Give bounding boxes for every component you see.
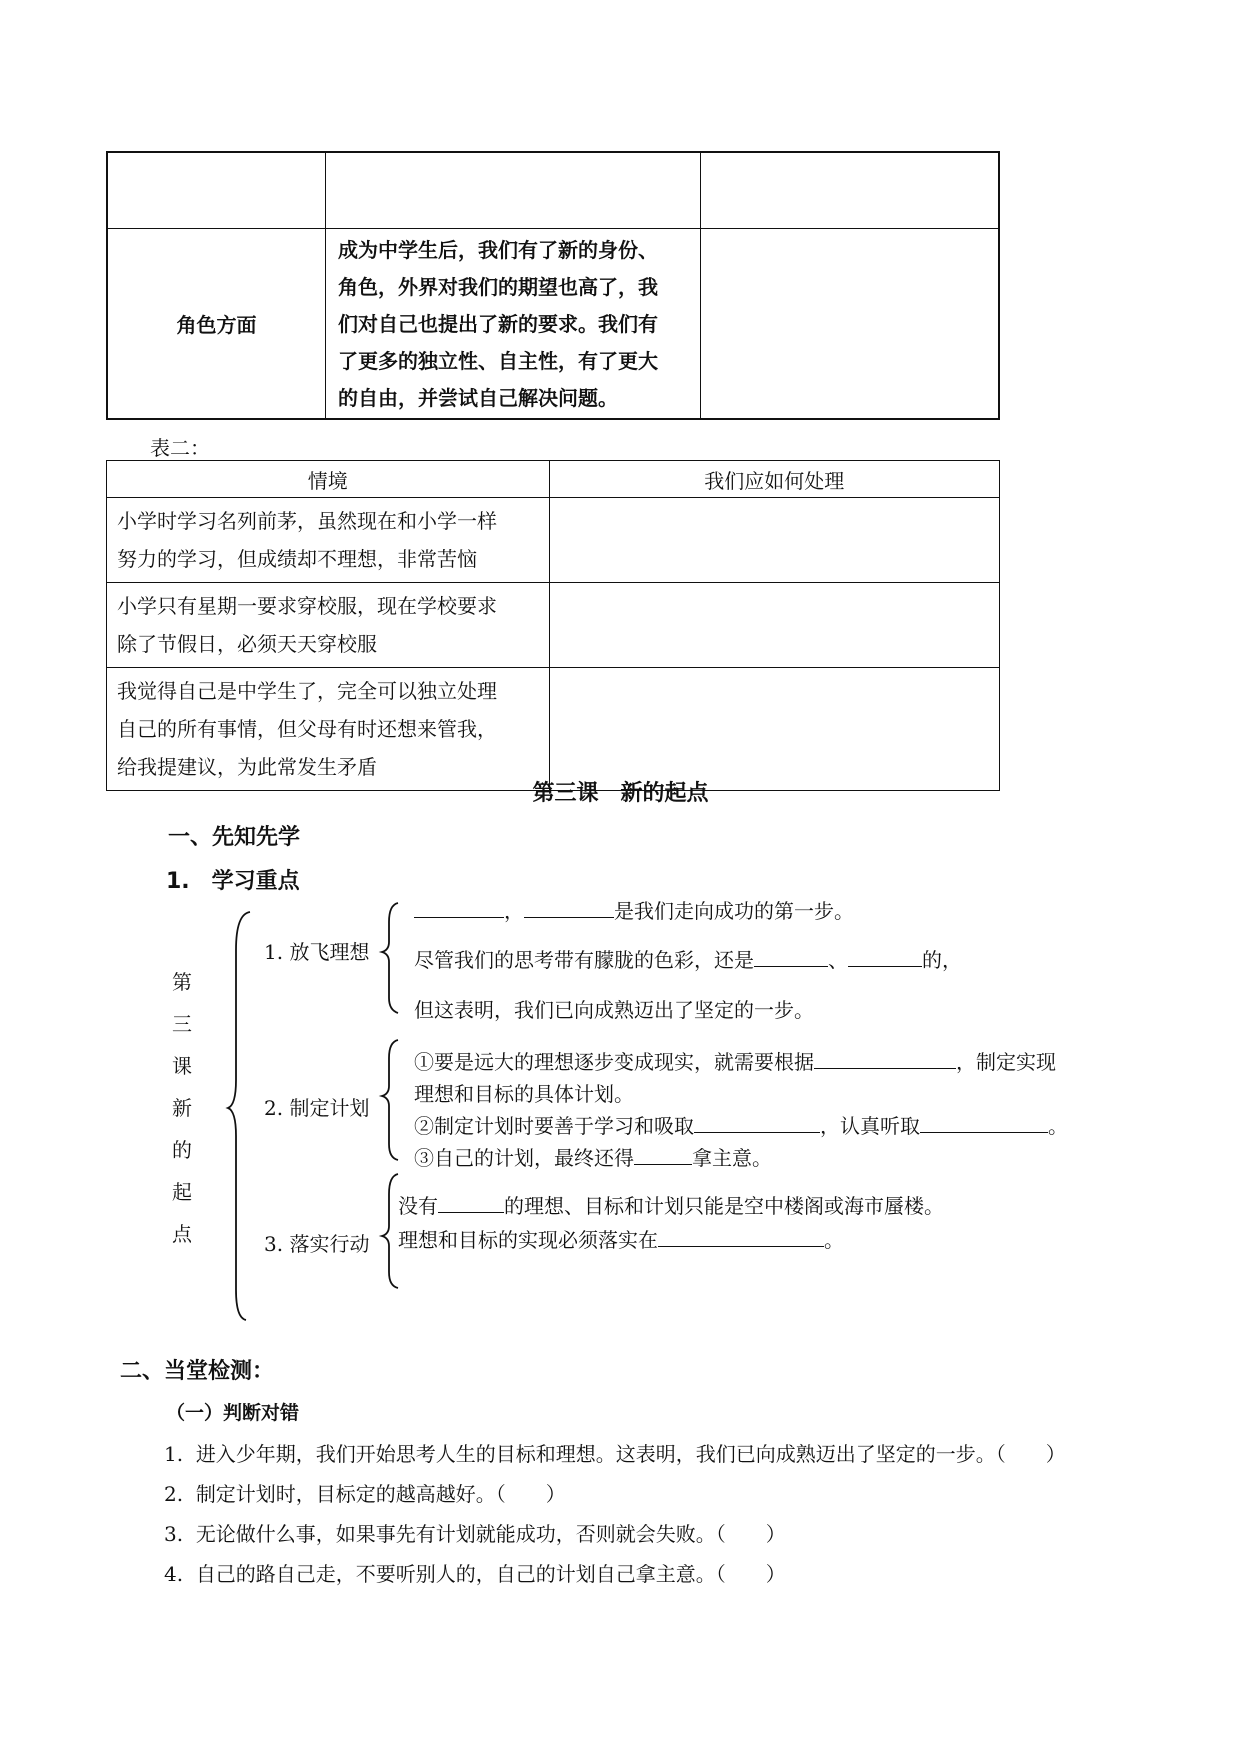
- section-two-subheading: （一）判断对错: [166, 1402, 300, 1424]
- fill-blank[interactable]: [634, 1144, 692, 1165]
- column-header: 情境: [107, 461, 550, 498]
- root-char: 新: [172, 1096, 192, 1120]
- fill-blank[interactable]: [414, 897, 504, 918]
- branch-label-plan: 2. 制定计划: [264, 1096, 370, 1120]
- text-line: 了更多的独立性、自主性，有了更大: [338, 349, 658, 373]
- branch-label-action: 3. 落实行动: [264, 1232, 370, 1256]
- section-one-subheading: 1. 学习重点: [166, 869, 300, 894]
- root-char: 起: [172, 1180, 192, 1204]
- fill-blank[interactable]: [694, 1112, 820, 1133]
- branch1-line1: ， 是我们走向成功的第一步。: [414, 895, 854, 924]
- fill-blank[interactable]: [524, 897, 614, 918]
- branch2-line1: ①要是远大的理想逐步变成现实，就需要根据 ，制定实现: [414, 1050, 1056, 1074]
- branch2-line3: ②制定计划时要善于学习和吸取 ，认真听取 。: [414, 1114, 1068, 1138]
- text-line: 努力的学习，但成绩却不理想，非常苦恼: [117, 547, 477, 571]
- branch1-line2: 尽管我们的思考带有朦胧的色彩，还是 、 的，: [414, 948, 962, 972]
- question-item: 3. 无论做什么事，如果事先有计划就能成功，否则就会失败。（ ）: [164, 1522, 786, 1546]
- branch1-line3: 但这表明，我们已向成熟迈出了坚定的一步。: [414, 998, 814, 1022]
- fill-blank[interactable]: [658, 1226, 824, 1247]
- question-item: 1. 进入少年期，我们开始思考人生的目标和理想。这表明，我们已向成熟迈出了坚定的一步。（ ）: [164, 1442, 1066, 1466]
- column-header: 我们应如何处理: [549, 461, 999, 498]
- text-line: 小学时学习名列前茅，虽然现在和小学一样: [117, 509, 497, 533]
- root-char: 第: [172, 970, 192, 994]
- text-line: 除了节假日，必须天天穿校服: [117, 632, 377, 656]
- lesson-title: 第三课 新的起点: [532, 781, 709, 806]
- branch-label-ideals: 1. 放飞理想: [264, 940, 370, 964]
- section-two-heading: 二、当堂检测：: [120, 1359, 275, 1384]
- text-line: 成为中学生后，我们有了新的身份、: [338, 238, 658, 262]
- fill-blank[interactable]: [920, 1112, 1048, 1133]
- branch3-line1: 没有 的理想、目标和计划只能是空中楼阁或海市蜃楼。: [398, 1194, 944, 1218]
- root-char: 课: [172, 1054, 192, 1078]
- text-line: 给我提建议，为此常发生矛盾: [117, 755, 377, 779]
- branch2-line4: ③自己的计划，最终还得 拿主意。: [414, 1146, 772, 1170]
- fill-blank[interactable]: [754, 946, 828, 967]
- text-line: 角色，外界对我们的期望也高了，我: [338, 275, 658, 299]
- fill-blank[interactable]: [848, 946, 922, 967]
- root-char: 的: [172, 1138, 192, 1162]
- text-line: 的自由，并尝试自己解决问题。: [338, 386, 618, 410]
- root-char: 三: [172, 1012, 192, 1036]
- fill-blank[interactable]: [814, 1048, 956, 1069]
- root-char: 点: [172, 1222, 192, 1246]
- branch2-line2: 理想和目标的具体计划。: [414, 1082, 634, 1106]
- table-two-caption: 表二：: [150, 436, 210, 460]
- text-line: 小学只有星期一要求穿校服，现在学校要求: [117, 594, 497, 618]
- row-label-role: 角色方面: [107, 229, 326, 420]
- text-line: 自己的所有事情，但父母有时还想来管我，: [117, 717, 497, 741]
- section-one-heading: 一、先知先学: [168, 825, 301, 850]
- fill-blank[interactable]: [438, 1192, 504, 1213]
- question-item: 4. 自己的路自己走，不要听别人的，自己的计划自己拿主意。（ ）: [164, 1562, 786, 1586]
- text-line: 们对自己也提出了新的要求。我们有: [338, 312, 658, 336]
- text-line: 我觉得自己是中学生了，完全可以独立处理: [117, 679, 497, 703]
- question-item: 2. 制定计划时，目标定的越高越好。（ ）: [164, 1482, 566, 1506]
- branch3-line2: 理想和目标的实现必须落实在 。: [398, 1228, 844, 1252]
